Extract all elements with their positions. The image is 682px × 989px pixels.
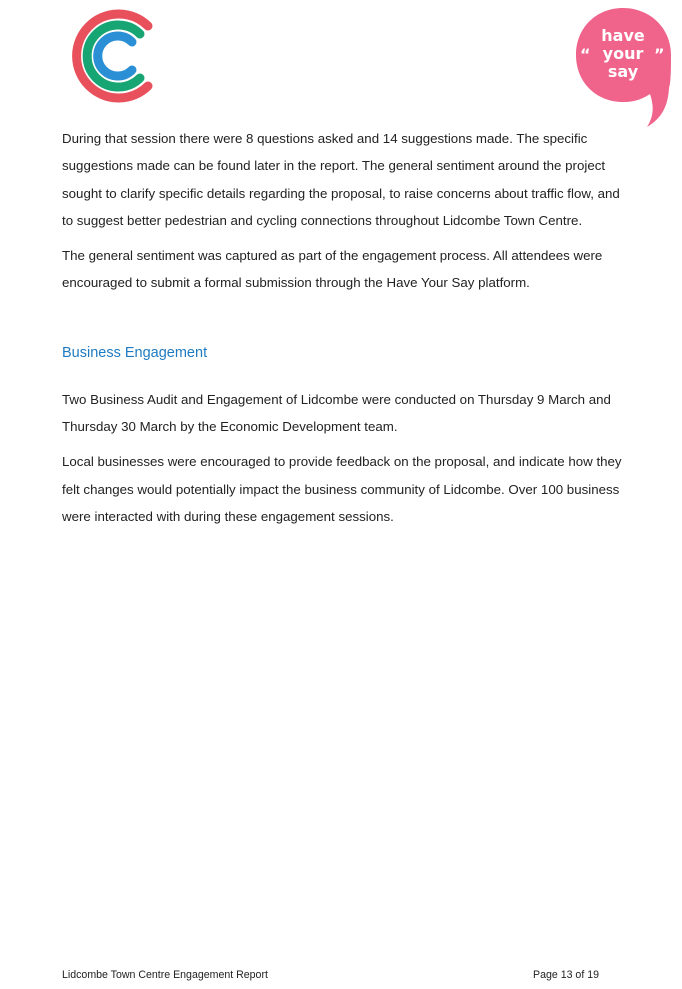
paragraph-general-sentiment: The general sentiment was captured as part of the engagement process. All attendees were encouraged to submit a formal submission through the Have Your Say platform.	[62, 248, 603, 291]
footer-report-title: Lidcombe Town Centre Engagement Report	[62, 969, 268, 981]
have-your-say-line2: your	[602, 44, 644, 63]
page-header	[0, 0, 682, 130]
page-footer	[62, 966, 599, 984]
page-content	[62, 125, 628, 530]
svg-text:“: “	[580, 45, 591, 64]
section-heading-business-engagement: Business Engagement	[62, 344, 208, 361]
svg-text:”: ”	[654, 45, 665, 64]
have-your-say-logo	[574, 6, 674, 130]
have-your-say-line1: have	[601, 26, 645, 45]
paragraph-business-audit: Two Business Audit and Engagement of Lidcombe were conducted on Thursday 9 March and Thursday 30 March by the Economic Development team.	[62, 391, 611, 435]
footer-page-number: Page 13 of 19	[533, 969, 599, 981]
have-your-say-line3: say	[607, 62, 639, 81]
paragraph-session-summary: During that session there were 8 questions asked and 14 suggestions made. The specific suggestions made can be found later in the report. The general sentiment around the project sought to clarify specific details regarding the proposal, to raise concerns about traffic flow, and to suggest better pedestrian and cycling connections throughout Lidcombe Town Centre.	[62, 131, 620, 228]
council-logo-icon	[62, 6, 162, 106]
paragraph-local-businesses: Local businesses were encouraged to provide feedback on the proposal, and indicate how they felt changes would potentially impact the business community of Lidcombe. Over 100 business were interacted with during these engagement sessions.	[62, 454, 622, 524]
